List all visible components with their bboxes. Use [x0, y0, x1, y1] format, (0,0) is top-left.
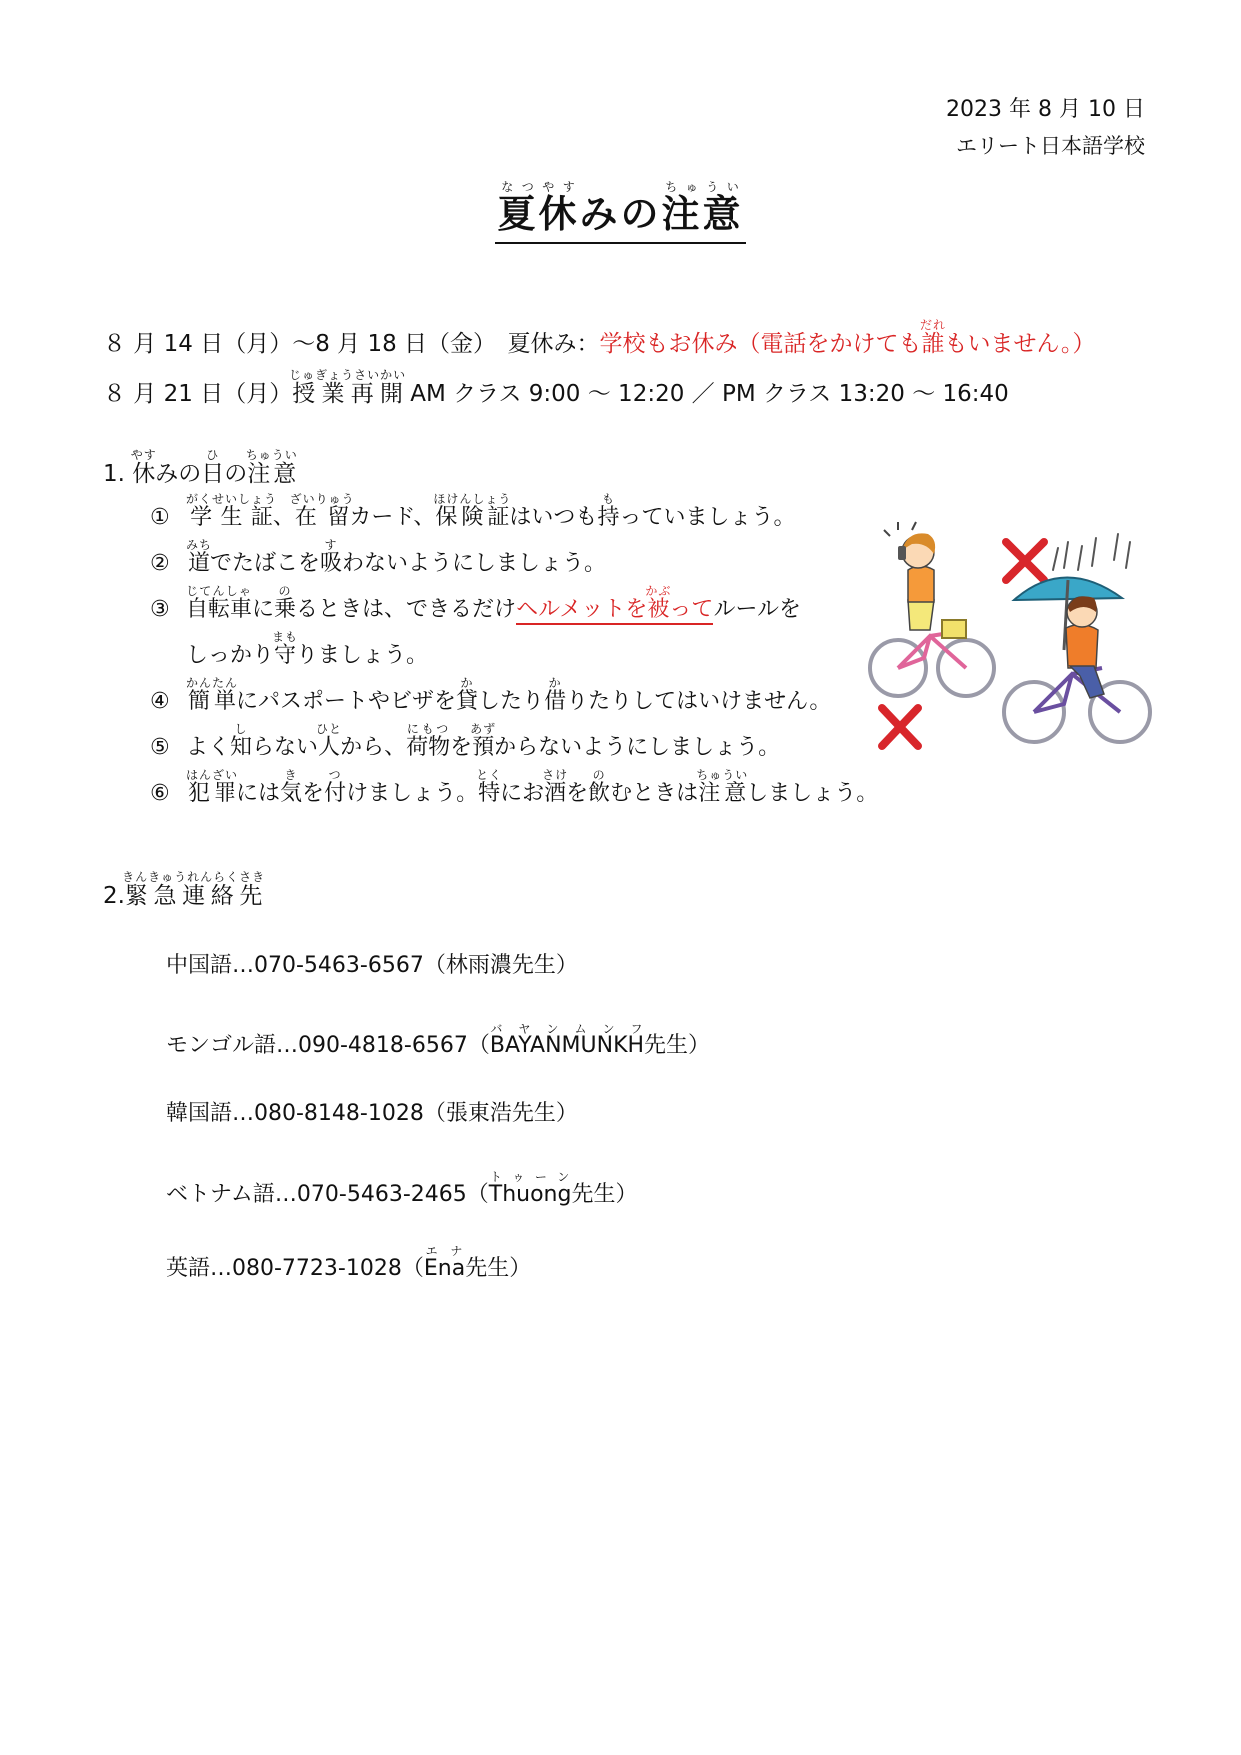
- list-item-2: ② 道みちでたばこを吸すわないようにしましょう。: [150, 538, 607, 576]
- list-item-5: ⑤ よく知しらない人ひとから、荷物にもつを預あずからないようにしましょう。: [150, 722, 781, 760]
- contact-vietnamese: ベトナム語…070-5463-2465（Thuongト ゥ ー ン先生）: [166, 1170, 638, 1207]
- section2-heading: 2.緊急連絡先きんきゅうれんらくさき: [103, 870, 266, 909]
- list-item-3-continued: しっかり守まもりましょう。: [186, 630, 429, 668]
- list-item-1: ① 学生証がくせいしょう、在留ざいりゅうカード、保険証ほけんしょうはいつも持もっていましょう。: [150, 492, 796, 530]
- page-title: 夏休なつやすみの注意ちゅうい: [495, 180, 745, 244]
- list-item-4: ④ 簡単かんたんにパスポートやビザを貸かしたり借かりたりしてはいけません。: [150, 676, 832, 714]
- school-name: エリート日本語学校: [956, 134, 1145, 158]
- list-item-3: ③ 自転車じてんしゃに乗のるときは、できるだけヘルメットを被かぶってルールを: [150, 584, 801, 623]
- girl-on-bicycle-icon: [870, 522, 994, 696]
- rain-icon: [1053, 534, 1130, 570]
- contact-english: 英語…080-7723-1028（Enaエ ナ先生）: [166, 1244, 532, 1281]
- section1-heading: 1. 休やすみの日ひの注意ちゅうい: [103, 448, 298, 487]
- contact-korean: 韓国語…080-8148-1028（張東浩先生）: [166, 1101, 578, 1126]
- contact-chinese: 中国語…070-5463-6567（林雨濃先生）: [166, 953, 578, 978]
- helmet-notice: ヘルメットを被かぶって: [516, 597, 713, 625]
- schedule-line-holiday: ８ 月 14 日（月）～8 月 18 日（金） 夏休み：学校もお休み（電話をかけても誰だれもいません。）: [103, 318, 1096, 357]
- document-date: 2023 年 8 月 10 日: [946, 97, 1145, 122]
- holiday-notice: 学校もお休み（電話をかけても誰だれもいません。）: [599, 318, 1096, 357]
- boy-with-umbrella-icon: [1004, 577, 1150, 742]
- cycling-safety-illustration: [868, 508, 1160, 764]
- cross-icon: [882, 708, 918, 746]
- list-item-6: ⑥ 犯罪はんざいには気きを付つけましょう。特とくにお酒さけを飲のむときは注意ちゅういしましょう。: [150, 768, 879, 806]
- contact-mongolian: モンゴル語…090-4818-6567（BAYANMUNKHバ ヤ ン ム ン フ先生）: [166, 1022, 711, 1058]
- title-block: [0, 180, 1241, 244]
- cross-icon: [1006, 542, 1044, 580]
- schedule-line-resume: ８ 月 21 日（月）授業再開じゅぎょうさいかい AM クラス 9:00 ～ 12:20 ／ PM クラス 13:20 ～ 16:40: [103, 368, 1009, 407]
